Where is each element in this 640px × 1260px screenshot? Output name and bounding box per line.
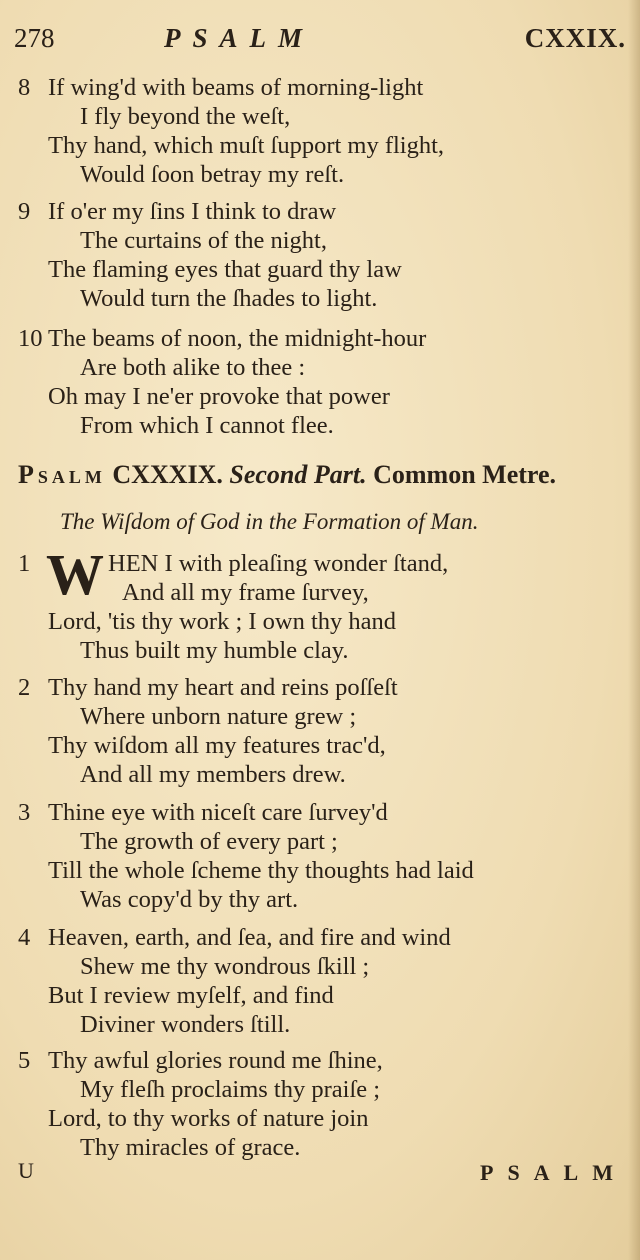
verse-line: Would ſoon betray my reſt. <box>80 161 345 188</box>
verse-line: Lord, to thy works of nature join <box>48 1105 369 1132</box>
verse-line: Where unborn nature grew ; <box>80 703 357 730</box>
verse-line: Thy wiſdom all my features trac'd, <box>48 732 386 759</box>
heading-part: Second Part. <box>229 460 367 489</box>
stanza-number: 2 <box>18 674 31 701</box>
stanza-number: 4 <box>18 924 31 951</box>
verse-line: Thy hand my heart and reins poſſeſt <box>48 674 398 701</box>
verse-line: Thus built my humble clay. <box>80 637 349 664</box>
catchword: PSALM <box>480 1160 627 1185</box>
verse-line: From which I cannot flee. <box>80 412 334 439</box>
stanza-number: 3 <box>18 799 31 826</box>
signature-mark: U <box>18 1158 34 1183</box>
verse-line: Lord, 'tis thy work ; I own thy hand <box>48 608 397 635</box>
stanza-number: 5 <box>18 1047 31 1074</box>
verse-line: If o'er my ſins I think to draw <box>48 198 337 225</box>
verse-line: Thy awful glories round me ſhine, <box>48 1047 383 1074</box>
verse-line: Would turn the ſhades to light. <box>80 285 378 312</box>
verse-line: Diviner wonders ſtill. <box>80 1011 291 1038</box>
verse-line: Thy hand, which muſt ſupport my flight, <box>48 132 445 159</box>
running-numeral: CXXIX. <box>524 23 626 53</box>
heading-metre: Common Metre. <box>373 460 557 489</box>
heading-numeral: CXXXIX. <box>112 460 223 489</box>
part-heading <box>18 455 628 495</box>
verse-line: Till the whole ſcheme thy thoughts had laid <box>48 857 474 884</box>
running-title: PSALM <box>164 23 315 53</box>
verse-line: And all my frame ſurvey, <box>122 579 369 606</box>
verse-line: Are both alike to thee : <box>80 354 306 381</box>
verse-line: But I review myſelf, and find <box>48 982 334 1009</box>
page-edge-shadow <box>628 0 640 1260</box>
verse-line: Was copy'd by thy art. <box>80 886 299 913</box>
hymn-subtitle: The Wiſdom of God in the Formation of Man. <box>60 509 479 534</box>
verse-line: The curtains of the night, <box>80 227 327 254</box>
running-header <box>14 18 626 58</box>
verse-line: My fleſh proclaims thy praiſe ; <box>80 1076 381 1103</box>
verse-line: HEN I with pleaſing wonder ſtand, <box>108 550 449 577</box>
stanza-number: 9 <box>18 198 31 225</box>
verse-line: Oh may I ne'er provoke that power <box>48 383 390 410</box>
stanza-number: 1 <box>18 550 31 577</box>
verse-line: If wing'd with beams of morning-light <box>48 74 424 101</box>
heading-psalm: Psalm <box>18 460 106 489</box>
verse-line: The beams of noon, the midnight-hour <box>48 325 427 352</box>
verse-line: The flaming eyes that guard thy law <box>48 256 402 283</box>
verse-line: And all my members drew. <box>80 761 346 788</box>
drop-cap: W <box>46 542 104 607</box>
verse-line: The growth of every part ; <box>80 828 338 855</box>
verse-line: I fly beyond the weſt, <box>80 103 291 130</box>
verse-line: Shew me thy wondrous ſkill ; <box>80 953 370 980</box>
stanza-number: 10 <box>18 325 43 352</box>
verse-line: Thy miracles of grace. <box>80 1134 301 1161</box>
stanza-number: 8 <box>18 74 31 101</box>
verse-line: Thine eye with niceſt care ſurvey'd <box>48 799 388 826</box>
verse-line: Heaven, earth, and ſea, and fire and wind <box>48 924 451 951</box>
page-number: 278 <box>14 23 55 53</box>
